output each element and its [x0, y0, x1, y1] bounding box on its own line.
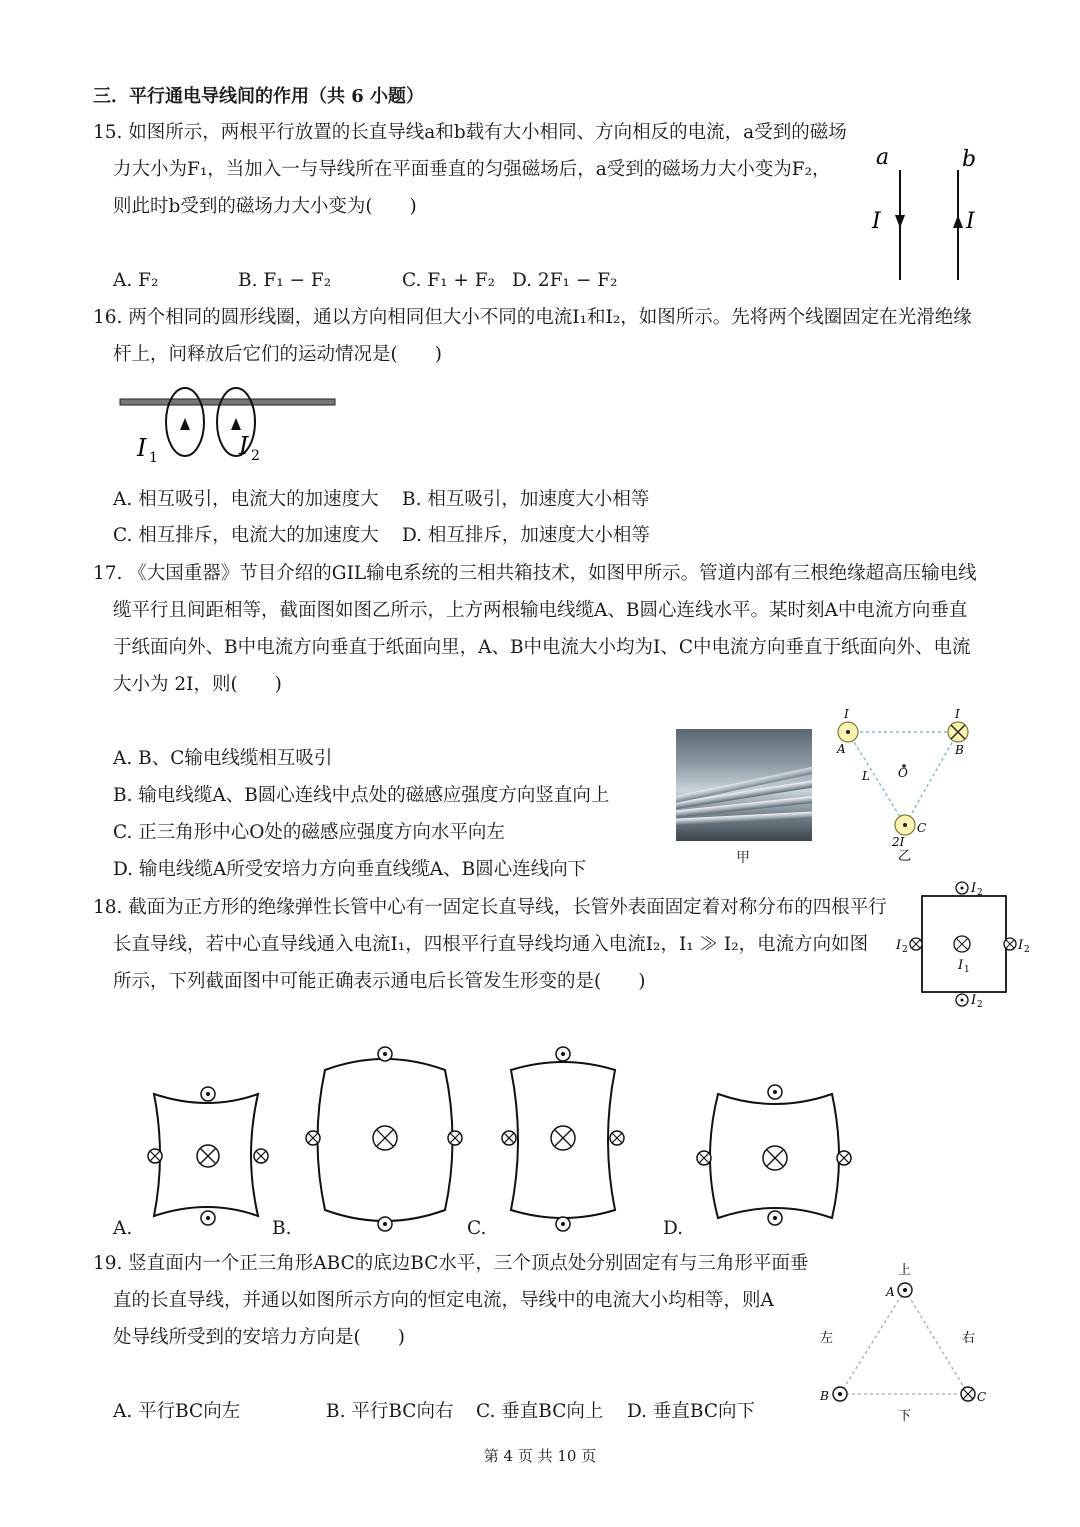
q16-line-2: 杆上，问释放后它们的运动情况是( ): [113, 344, 442, 365]
gil-tunnel-photo: [676, 729, 812, 841]
q16-option-c: C. 相互排斥，电流大的加速度大: [113, 525, 379, 546]
q16-option-b: B. 相互吸引，加速度大小相等: [402, 489, 650, 510]
ref-i1: I: [958, 958, 964, 973]
page-footer: 第 4 页 共 10 页: [483, 1447, 597, 1465]
q18-option-a-label: A.: [113, 1218, 133, 1239]
q18-option-d-label: D.: [663, 1218, 684, 1239]
q18-line-2: 长直导线，若中心直导线通入电流I₁，四根平行直导线均通入电流I₂，I₁ ≫ I₂，电流方向如图: [113, 934, 869, 955]
q15-line-2: 力大小为F₁，当加入一与导线所在平面垂直的匀强磁场后，a受到的磁场力大小变为F₂，: [113, 159, 831, 180]
q16-label-i1: I: [137, 434, 147, 462]
q19-label-b: B: [820, 1389, 829, 1403]
q17-current-c: 2I: [892, 835, 905, 849]
q18-option-c-figure: [497, 1040, 637, 1240]
q17-label-c: C: [917, 821, 927, 835]
q19-label-left: 左: [820, 1331, 834, 1346]
ref-i2-left: I: [896, 938, 902, 953]
q15-line-1: 15. 如图所示，两根平行放置的长直导线a和b载有大小相同、方向相反的电流，a受到的磁场: [93, 122, 847, 143]
q17-current-b: I: [955, 707, 960, 721]
q16-line-1: 16. 两个相同的圆形线圈，通以方向相同但大小不同的电流I₁和I₂，如图所示。先将两个线圈固定在光滑绝缘: [93, 307, 972, 328]
svg-text:1: 1: [964, 965, 970, 975]
q19-line-3: 处导线所受到的安培力方向是( ): [113, 1327, 405, 1348]
q19-label-down: 下: [898, 1409, 912, 1424]
ref-i2-bottom: I: [971, 993, 977, 1008]
q17-triangle-figure: [830, 707, 990, 864]
q19-option-c: C. 垂直BC向上: [476, 1401, 604, 1422]
q16-label-i2: I: [239, 432, 249, 460]
q15-option-d: D. 2F₁ − F₂: [512, 270, 618, 291]
q19-option-b: B. 平行BC向右: [326, 1401, 454, 1422]
q17-current-a: I: [844, 707, 849, 721]
q19-label-a: A: [886, 1285, 895, 1299]
q16-figure: [115, 382, 355, 472]
q19-label-right: 右: [962, 1331, 976, 1346]
ref-i2-right: I: [1018, 938, 1024, 953]
q17-option-c: C. 正三角形中心O处的磁感应强度方向水平向左: [113, 822, 505, 843]
q15-current-b: I: [966, 209, 975, 234]
q15-label-b: b: [962, 147, 977, 172]
q18-option-c-label: C.: [467, 1218, 487, 1239]
q15-option-b: B. F₁ − F₂: [238, 270, 332, 291]
q17-line-4: 大小为 2I，则( ): [113, 674, 282, 695]
q15-label-a: a: [876, 145, 890, 170]
q19-label-c: C: [977, 1390, 987, 1404]
q17-option-b: B. 输电线缆A、B圆心连线中点处的磁感应强度方向竖直向上: [113, 785, 610, 806]
q17-label-l: L: [862, 769, 870, 783]
q18-option-b-figure: [300, 1040, 470, 1240]
q17-option-a: A. B、C输电线缆相互吸引: [113, 748, 333, 769]
q17-line-3: 于纸面向外、B中电流方向垂直于纸面向里，A、B中电流大小均为I、C中电流方向垂直于纸面向外、电流: [113, 637, 971, 658]
q16-option-d: D. 相互排斥，加速度大小相等: [402, 525, 650, 546]
q17-label-a: A: [837, 742, 846, 756]
q19-option-a: A. 平行BC向左: [113, 1401, 241, 1422]
svg-text:2: 2: [977, 888, 983, 898]
caption-jia: 甲: [736, 850, 750, 866]
q17-label-b: B: [955, 743, 964, 757]
q17-line-1: 17. 《大国重器》节目介绍的GIL输电系统的三相共箱技术，如图甲所示。管道内部有三根绝缘超高压输电线: [93, 563, 977, 584]
svg-text:2: 2: [1024, 945, 1030, 955]
q17-label-o: O: [898, 766, 908, 780]
caption-yi: 乙: [898, 849, 912, 864]
q18-line-3: 所示，下列截面图中可能正确表示通电后长管发生形变的是( ): [113, 971, 646, 992]
q19-line-2: 直的长直导线，并通以如图所示方向的恒定电流，导线中的电流大小均相等，则A: [113, 1290, 774, 1311]
svg-text:2: 2: [977, 1000, 983, 1010]
q16-label-i1-sub: 1: [149, 450, 158, 466]
section-title: 三．平行通电导线间的作用（共 6 小题）: [93, 86, 425, 107]
q18-line-1: 18. 截面为正方形的绝缘弹性长管中心有一固定长直导线，长管外表面固定着对称分布的四根平行: [93, 897, 887, 918]
q15-current-a: I: [872, 209, 881, 234]
q16-option-a: A. 相互吸引，电流大的加速度大: [113, 489, 379, 510]
q19-line-1: 19. 竖直面内一个正三角形ABC的底边BC水平，三个顶点处分别固定有与三角形平面垂: [93, 1253, 809, 1274]
q19-option-d: D. 垂直BC向下: [627, 1401, 756, 1422]
q18-option-b-label: B.: [272, 1218, 292, 1239]
q16-label-i2-sub: 2: [251, 448, 260, 464]
q17-option-d: D. 输电线缆A所受安培力方向垂直线缆A、B圆心连线向下: [113, 859, 587, 880]
svg-text:2: 2: [902, 945, 908, 955]
q17-line-2: 缆平行且间距相等，截面图如图乙所示，上方两根输电线缆A、B圆心连线水平。某时刻A中电流方向垂直: [113, 600, 968, 621]
q15-line-3: 则此时b受到的磁场力大小变为( ): [113, 196, 417, 217]
ref-i2-top: I: [971, 881, 977, 896]
q19-label-up: 上: [898, 1263, 912, 1278]
q18-reference-figure: [896, 878, 1036, 1018]
q15-option-c: C. F₁ + F₂: [402, 270, 496, 291]
q18-option-a-figure: [140, 1080, 280, 1240]
q18-option-d-figure: [690, 1080, 860, 1240]
q15-figure: [860, 140, 1010, 290]
q19-triangle-figure: [810, 1258, 1000, 1423]
q15-option-a: A. F₂: [113, 270, 159, 291]
